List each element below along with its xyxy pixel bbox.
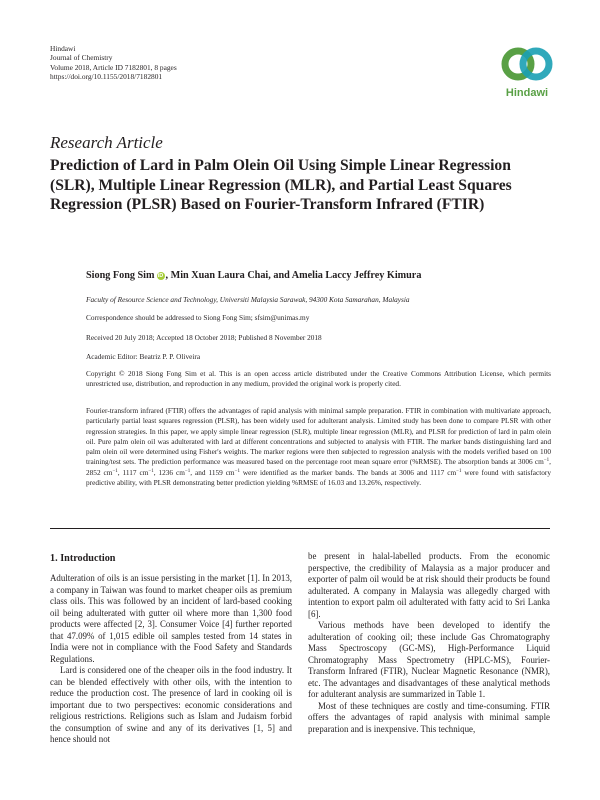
abstract-text: were identified as the marker bands. The bands at 3006 and 1117 cm bbox=[239, 467, 457, 477]
academic-editor: Academic Editor: Beatriz P. P. Oliveira bbox=[86, 352, 201, 361]
article-type: Research Article bbox=[50, 133, 163, 152]
publication-dates: Received 20 July 2018; Accepted 18 October 2018; Published 8 November 2018 bbox=[86, 333, 322, 342]
section-divider bbox=[50, 528, 550, 529]
journal-name: Journal of Chemistry bbox=[50, 53, 113, 63]
abstract-text: were found with satisfactory predictive ability, with PLSR demonstrating better prediction yielding %RMSE of 16.03 and 13.26%, respectively. bbox=[86, 467, 551, 488]
superscript: −1 bbox=[184, 468, 191, 474]
orcid-icon[interactable]: iD bbox=[157, 273, 164, 279]
affiliation: Faculty of Resource Science and Technology, Universiti Malaysia Sarawak, 94300 Kota Samarahan, Malaysia bbox=[86, 295, 410, 304]
abstract bbox=[86, 406, 551, 488]
abstract-text: , and 1159 cm bbox=[190, 467, 235, 477]
paragraph: Adulteration of oils is an issue persisting in the market [1]. In 2013, a company in Taiwan was found to market cheaper oils as premium class oils. This was followed by an incident of lard-based cooking oil being adulterated with gutter oil where more than 1,300 food products were affected [2, 3]. Consumer Voice [4] further reported that 47.09% of 1,015 edible oil samples tested from 14 states in India were not in compliance with the Food Safety and Standards Regulations. bbox=[50, 573, 292, 664]
hindawi-logo-text: Hindawi bbox=[505, 87, 549, 99]
superscript: −1 bbox=[234, 468, 240, 474]
right-column bbox=[308, 551, 550, 735]
abstract-text: Fourier-transform infrared (FTIR) offers the advantages of rapid analysis with minimal sample preparation. FTIR in combination with multivariate approach, particularly partial least squares regression (PLSR), has been widely used for adulterant analysis. Limited study has been done to compare PLSR with other regression strategies. In this paper, we apply simple linear regression (SLR), multiple linear regression (MLR), and PLSR for prediction of lard in palm olein oil. Pure palm olein oil was adulterated with lard at different concentrations and subjected to analysis with FTIR. The marker bands distinguishing lard and palm olein oil were determined using Fisher's weights. The marker regions were then subjected to regression analysis with the models verified based on 100 training/test sets. The prediction performance was measured based on the percentage root mean square error (%RMSE). The absorption bands at 3006 cm bbox=[86, 406, 551, 467]
author-rest: , Min Xuan Laura Chai, and Amelia Laccy Jeffrey Kimura bbox=[165, 270, 422, 281]
journal-metadata bbox=[50, 44, 177, 82]
correspondence: Correspondence should be addressed to Siong Fong Sim; sfsim@unimas.my bbox=[86, 313, 310, 322]
article-title: Prediction of Lard in Palm Olein Oil Using Simple Linear Regression (SLR), Multiple Linear Regression (MLR), and Partial Least Squares Regression (PLSR) Based on Fourier-Transform Infrared (FTIR) bbox=[50, 157, 512, 213]
abstract-text: , 1236 cm bbox=[153, 467, 185, 477]
author-list bbox=[86, 270, 556, 281]
doi-link[interactable]: https://doi.org/10.1155/2018/7182801 bbox=[50, 72, 163, 82]
paragraph: Most of these techniques are costly and time-consuming. FTIR offers the advantages of rapid analysis with minimal sample preparation and is inexpensive. This technique, bbox=[308, 700, 550, 734]
abstract-text: , 1117 cm bbox=[117, 467, 149, 477]
volume-line: Volume 2018, Article ID 7182801, 8 pages bbox=[50, 62, 177, 72]
introduction-heading: 1. Introduction bbox=[50, 553, 116, 564]
superscript: −1 bbox=[543, 458, 550, 464]
left-column bbox=[50, 573, 292, 746]
author-first[interactable]: Siong Fong Sim bbox=[86, 270, 155, 281]
superscript: −1 bbox=[456, 468, 462, 474]
superscript: −1 bbox=[148, 468, 154, 474]
paragraph: Various methods have been developed to identify the adulteration of cooking oil; these include Gas Chromatography Mass Spectroscopy (GC-MS), High-Performance Liquid Chromatography Mass Spectrometry (HPLC-MS), Fourier-Transform Infrared (FTIR), Nuclear Magnetic Resonance (NMR), etc. The advantages and disadvantages of these analytical methods for adulterant analysis are summarized in Table 1. bbox=[308, 620, 550, 699]
superscript: −1 bbox=[112, 468, 118, 474]
publisher-name: Hindawi bbox=[50, 44, 76, 53]
paragraph: be present in halal-labelled products. From the economic perspective, the credibility of Malaysia as a major producer and exporter of palm oil would be at risk should their products be found adulterated. A company in Malaysia was allegedly charged with intention to export palm oil adulterated with fatty acid to Sri Lanka [6]. bbox=[308, 551, 550, 619]
abstract-text: , 2852 cm bbox=[86, 457, 551, 477]
copyright-notice: Copyright © 2018 Siong Fong Sim et al. This is an open access article distributed under the Creative Commons Attribution License, which permits unrestricted use, distribution, and reproduction in any medium, provided the original work is properly cited. bbox=[86, 369, 551, 388]
paragraph: Lard is considered one of the cheaper oils in the food industry. It can be blended effectively with other oils, with the intention to reduce the production cost. The presence of lard in cooking oil is important due to two perspectives: economic considerations and religious restrictions. Religions such as Islam and Judaism forbid the consumption of swine and any of its derivatives [1, 5] and hence should not bbox=[50, 665, 292, 744]
